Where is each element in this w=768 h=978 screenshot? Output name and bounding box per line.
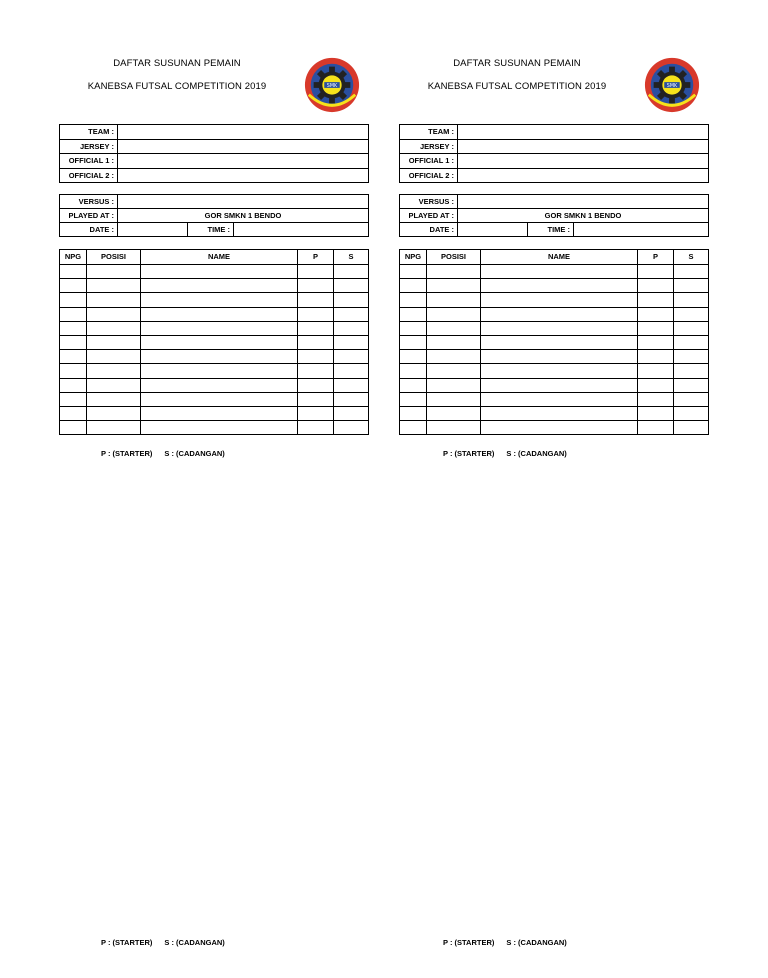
name-cell[interactable] [141, 364, 298, 378]
posisi-cell[interactable] [87, 406, 141, 420]
versus-label: VERSUS : [60, 195, 118, 209]
name-cell[interactable] [141, 265, 298, 279]
logo-text: SMK [666, 83, 678, 89]
player-table [59, 249, 369, 435]
versus-row [60, 195, 369, 209]
date-label: DATE : [60, 223, 118, 237]
date-field[interactable] [118, 223, 188, 237]
name-cell[interactable] [481, 350, 638, 364]
p-cell[interactable] [298, 265, 334, 279]
player-row [60, 321, 369, 335]
player-rows [400, 265, 709, 435]
p-cell[interactable] [638, 392, 674, 406]
name-cell[interactable] [481, 307, 638, 321]
npg-cell[interactable] [400, 335, 427, 349]
p-header: P [298, 250, 334, 265]
posisi-cell[interactable] [87, 421, 141, 435]
played-at-field[interactable]: GOR SMKN 1 BENDO [118, 209, 369, 223]
form-subtitle: KANEBSA FUTSAL COMPETITION 2019 [87, 81, 267, 92]
time-field[interactable] [574, 223, 709, 237]
name-cell[interactable] [481, 321, 638, 335]
posisi-cell[interactable] [427, 335, 481, 349]
player-rows [60, 265, 369, 435]
posisi-cell[interactable] [87, 364, 141, 378]
p-cell[interactable] [638, 421, 674, 435]
player-row [60, 392, 369, 406]
time-label: TIME : [188, 223, 234, 237]
p-cell[interactable] [298, 421, 334, 435]
date-time-row [60, 223, 369, 237]
match-info-table [399, 194, 709, 237]
posisi-cell[interactable] [87, 392, 141, 406]
versus-label: VERSUS : [400, 195, 458, 209]
posisi-cell[interactable] [427, 392, 481, 406]
name-cell[interactable] [481, 279, 638, 293]
p-cell[interactable] [298, 321, 334, 335]
s-cell[interactable] [674, 392, 709, 406]
official-1-row [60, 154, 369, 169]
player-row [400, 307, 709, 321]
legend-starter: P : (STARTER) [443, 449, 495, 458]
name-cell[interactable] [141, 378, 298, 392]
player-row [60, 279, 369, 293]
npg-header: NPG [400, 250, 427, 265]
s-cell[interactable] [334, 406, 369, 420]
player-row [60, 364, 369, 378]
player-row [400, 335, 709, 349]
p-cell[interactable] [638, 364, 674, 378]
name-cell[interactable] [141, 321, 298, 335]
p-cell[interactable] [638, 406, 674, 420]
npg-cell[interactable] [400, 364, 427, 378]
npg-cell[interactable] [60, 421, 87, 435]
p-cell[interactable] [298, 406, 334, 420]
player-row [60, 335, 369, 349]
npg-cell[interactable] [400, 265, 427, 279]
p-cell[interactable] [638, 279, 674, 293]
official-1-label: OFFICIAL 1 : [400, 154, 458, 169]
npg-cell[interactable] [400, 293, 427, 307]
date-label: DATE : [400, 223, 458, 237]
legend [101, 449, 225, 458]
jersey-label: JERSEY : [60, 139, 118, 154]
npg-cell[interactable] [60, 378, 87, 392]
name-cell[interactable] [141, 293, 298, 307]
s-cell[interactable] [674, 307, 709, 321]
form-title: DAFTAR SUSUNAN PEMAIN [453, 58, 581, 69]
legend-starter: P : (STARTER) [101, 449, 153, 458]
legend-cadangan: S : (CADANGAN) [164, 449, 225, 458]
npg-header: NPG [60, 250, 87, 265]
p-cell[interactable] [298, 364, 334, 378]
name-cell[interactable] [141, 421, 298, 435]
p-cell[interactable] [298, 378, 334, 392]
player-row [60, 293, 369, 307]
s-cell[interactable] [334, 378, 369, 392]
team-label: TEAM : [400, 125, 458, 140]
name-cell[interactable] [481, 406, 638, 420]
npg-cell[interactable] [60, 279, 87, 293]
posisi-cell[interactable] [87, 335, 141, 349]
npg-cell[interactable] [400, 421, 427, 435]
date-field[interactable] [458, 223, 528, 237]
jersey-row [400, 139, 709, 154]
posisi-cell[interactable] [427, 265, 481, 279]
name-cell[interactable] [481, 392, 638, 406]
npg-cell[interactable] [400, 392, 427, 406]
jersey-label: JERSEY : [400, 139, 458, 154]
npg-cell[interactable] [60, 265, 87, 279]
played-at-label: PLAYED AT : [60, 209, 118, 223]
player-row [400, 293, 709, 307]
s-header: S [674, 250, 709, 265]
s-cell[interactable] [334, 279, 369, 293]
s-cell[interactable] [674, 293, 709, 307]
posisi-cell[interactable] [427, 321, 481, 335]
team-info-table [399, 124, 709, 183]
name-cell[interactable] [141, 350, 298, 364]
posisi-cell[interactable] [427, 279, 481, 293]
name-cell[interactable] [481, 335, 638, 349]
p-cell[interactable] [638, 350, 674, 364]
jersey-field[interactable] [458, 139, 709, 154]
official-2-row [60, 168, 369, 183]
player-table-header [400, 250, 709, 265]
s-cell[interactable] [674, 321, 709, 335]
posisi-cell[interactable] [427, 378, 481, 392]
logo-text: SMK [326, 83, 338, 89]
p-cell[interactable] [298, 279, 334, 293]
npg-cell[interactable] [60, 406, 87, 420]
p-cell[interactable] [638, 293, 674, 307]
official-1-field[interactable] [118, 154, 369, 169]
s-cell[interactable] [674, 378, 709, 392]
npg-cell[interactable] [400, 279, 427, 293]
date-time-row [400, 223, 709, 237]
official-2-field[interactable] [118, 168, 369, 183]
legend-starter: P : (STARTER) [443, 938, 495, 947]
team-field[interactable] [118, 125, 369, 140]
posisi-cell[interactable] [87, 321, 141, 335]
p-header: P [638, 250, 674, 265]
p-cell[interactable] [638, 378, 674, 392]
name-header: NAME [141, 250, 298, 265]
npg-cell[interactable] [60, 364, 87, 378]
posisi-cell[interactable] [427, 293, 481, 307]
posisi-header: POSISI [87, 250, 141, 265]
s-cell[interactable] [334, 421, 369, 435]
p-cell[interactable] [638, 265, 674, 279]
versus-field[interactable] [458, 195, 709, 209]
played-at-row [400, 209, 709, 223]
posisi-cell[interactable] [427, 364, 481, 378]
player-table [399, 249, 709, 435]
npg-cell[interactable] [400, 378, 427, 392]
posisi-cell[interactable] [87, 378, 141, 392]
time-label: TIME : [528, 223, 574, 237]
posisi-cell[interactable] [87, 293, 141, 307]
name-cell[interactable] [481, 265, 638, 279]
bottom-legend-left [101, 938, 225, 947]
player-row [400, 392, 709, 406]
npg-cell[interactable] [400, 350, 427, 364]
npg-cell[interactable] [60, 307, 87, 321]
s-cell[interactable] [674, 350, 709, 364]
jersey-field[interactable] [118, 139, 369, 154]
s-cell[interactable] [334, 335, 369, 349]
official-2-label: OFFICIAL 2 : [60, 168, 118, 183]
name-cell[interactable] [141, 307, 298, 321]
legend-cadangan: S : (CADANGAN) [164, 938, 225, 947]
player-row [400, 421, 709, 435]
p-cell[interactable] [298, 335, 334, 349]
posisi-cell[interactable] [87, 307, 141, 321]
s-cell[interactable] [334, 350, 369, 364]
official-1-field[interactable] [458, 154, 709, 169]
form-subtitle: KANEBSA FUTSAL COMPETITION 2019 [427, 81, 607, 92]
name-cell[interactable] [481, 421, 638, 435]
match-info-table [59, 194, 369, 237]
npg-cell[interactable] [400, 406, 427, 420]
name-cell[interactable] [141, 392, 298, 406]
s-header: S [334, 250, 369, 265]
player-row [60, 378, 369, 392]
team-field[interactable] [458, 125, 709, 140]
npg-cell[interactable] [400, 321, 427, 335]
posisi-cell[interactable] [427, 307, 481, 321]
official-1-row [400, 154, 709, 169]
posisi-cell[interactable] [427, 406, 481, 420]
form-title: DAFTAR SUSUNAN PEMAIN [113, 58, 241, 69]
p-cell[interactable] [298, 307, 334, 321]
player-table-header [60, 250, 369, 265]
s-cell[interactable] [334, 321, 369, 335]
player-row [400, 406, 709, 420]
npg-cell[interactable] [60, 350, 87, 364]
s-cell[interactable] [334, 307, 369, 321]
school-logo-icon [303, 56, 361, 114]
s-cell[interactable] [674, 265, 709, 279]
player-row [60, 307, 369, 321]
played-at-row [60, 209, 369, 223]
school-logo-icon [643, 56, 701, 114]
npg-cell[interactable] [60, 335, 87, 349]
p-cell[interactable] [638, 307, 674, 321]
player-row [400, 321, 709, 335]
player-row [400, 279, 709, 293]
legend-cadangan: S : (CADANGAN) [506, 938, 567, 947]
posisi-cell[interactable] [427, 350, 481, 364]
p-cell[interactable] [298, 392, 334, 406]
player-row [400, 364, 709, 378]
team-row [400, 125, 709, 140]
jersey-row [60, 139, 369, 154]
name-cell[interactable] [141, 406, 298, 420]
npg-cell[interactable] [60, 321, 87, 335]
posisi-cell[interactable] [427, 421, 481, 435]
versus-field[interactable] [118, 195, 369, 209]
name-cell[interactable] [481, 378, 638, 392]
s-cell[interactable] [674, 364, 709, 378]
posisi-cell[interactable] [87, 265, 141, 279]
legend [443, 449, 567, 458]
team-row [60, 125, 369, 140]
npg-cell[interactable] [400, 307, 427, 321]
npg-cell[interactable] [60, 392, 87, 406]
s-cell[interactable] [674, 406, 709, 420]
p-cell[interactable] [298, 350, 334, 364]
s-cell[interactable] [674, 421, 709, 435]
p-cell[interactable] [298, 293, 334, 307]
official-1-label: OFFICIAL 1 : [60, 154, 118, 169]
posisi-header: POSISI [427, 250, 481, 265]
played-at-field[interactable]: GOR SMKN 1 BENDO [458, 209, 709, 223]
team-label: TEAM : [60, 125, 118, 140]
player-row [400, 265, 709, 279]
name-cell[interactable] [481, 293, 638, 307]
time-field[interactable] [234, 223, 369, 237]
name-cell[interactable] [141, 279, 298, 293]
p-cell[interactable] [638, 335, 674, 349]
legend-starter: P : (STARTER) [101, 938, 153, 947]
s-cell[interactable] [674, 335, 709, 349]
team-info-table [59, 124, 369, 183]
name-cell[interactable] [141, 335, 298, 349]
p-cell[interactable] [638, 321, 674, 335]
player-row [60, 350, 369, 364]
player-row [60, 265, 369, 279]
official-2-field[interactable] [458, 168, 709, 183]
npg-cell[interactable] [60, 293, 87, 307]
bottom-legend-right [443, 938, 567, 947]
official-2-row [400, 168, 709, 183]
player-row [400, 378, 709, 392]
posisi-cell[interactable] [87, 279, 141, 293]
s-cell[interactable] [674, 279, 709, 293]
s-cell[interactable] [334, 392, 369, 406]
legend-cadangan: S : (CADANGAN) [506, 449, 567, 458]
s-cell[interactable] [334, 364, 369, 378]
official-2-label: OFFICIAL 2 : [400, 168, 458, 183]
name-cell[interactable] [481, 364, 638, 378]
player-row [60, 421, 369, 435]
s-cell[interactable] [334, 293, 369, 307]
versus-row [400, 195, 709, 209]
name-header: NAME [481, 250, 638, 265]
played-at-label: PLAYED AT : [400, 209, 458, 223]
player-row [60, 406, 369, 420]
s-cell[interactable] [334, 265, 369, 279]
player-row [400, 350, 709, 364]
posisi-cell[interactable] [87, 350, 141, 364]
